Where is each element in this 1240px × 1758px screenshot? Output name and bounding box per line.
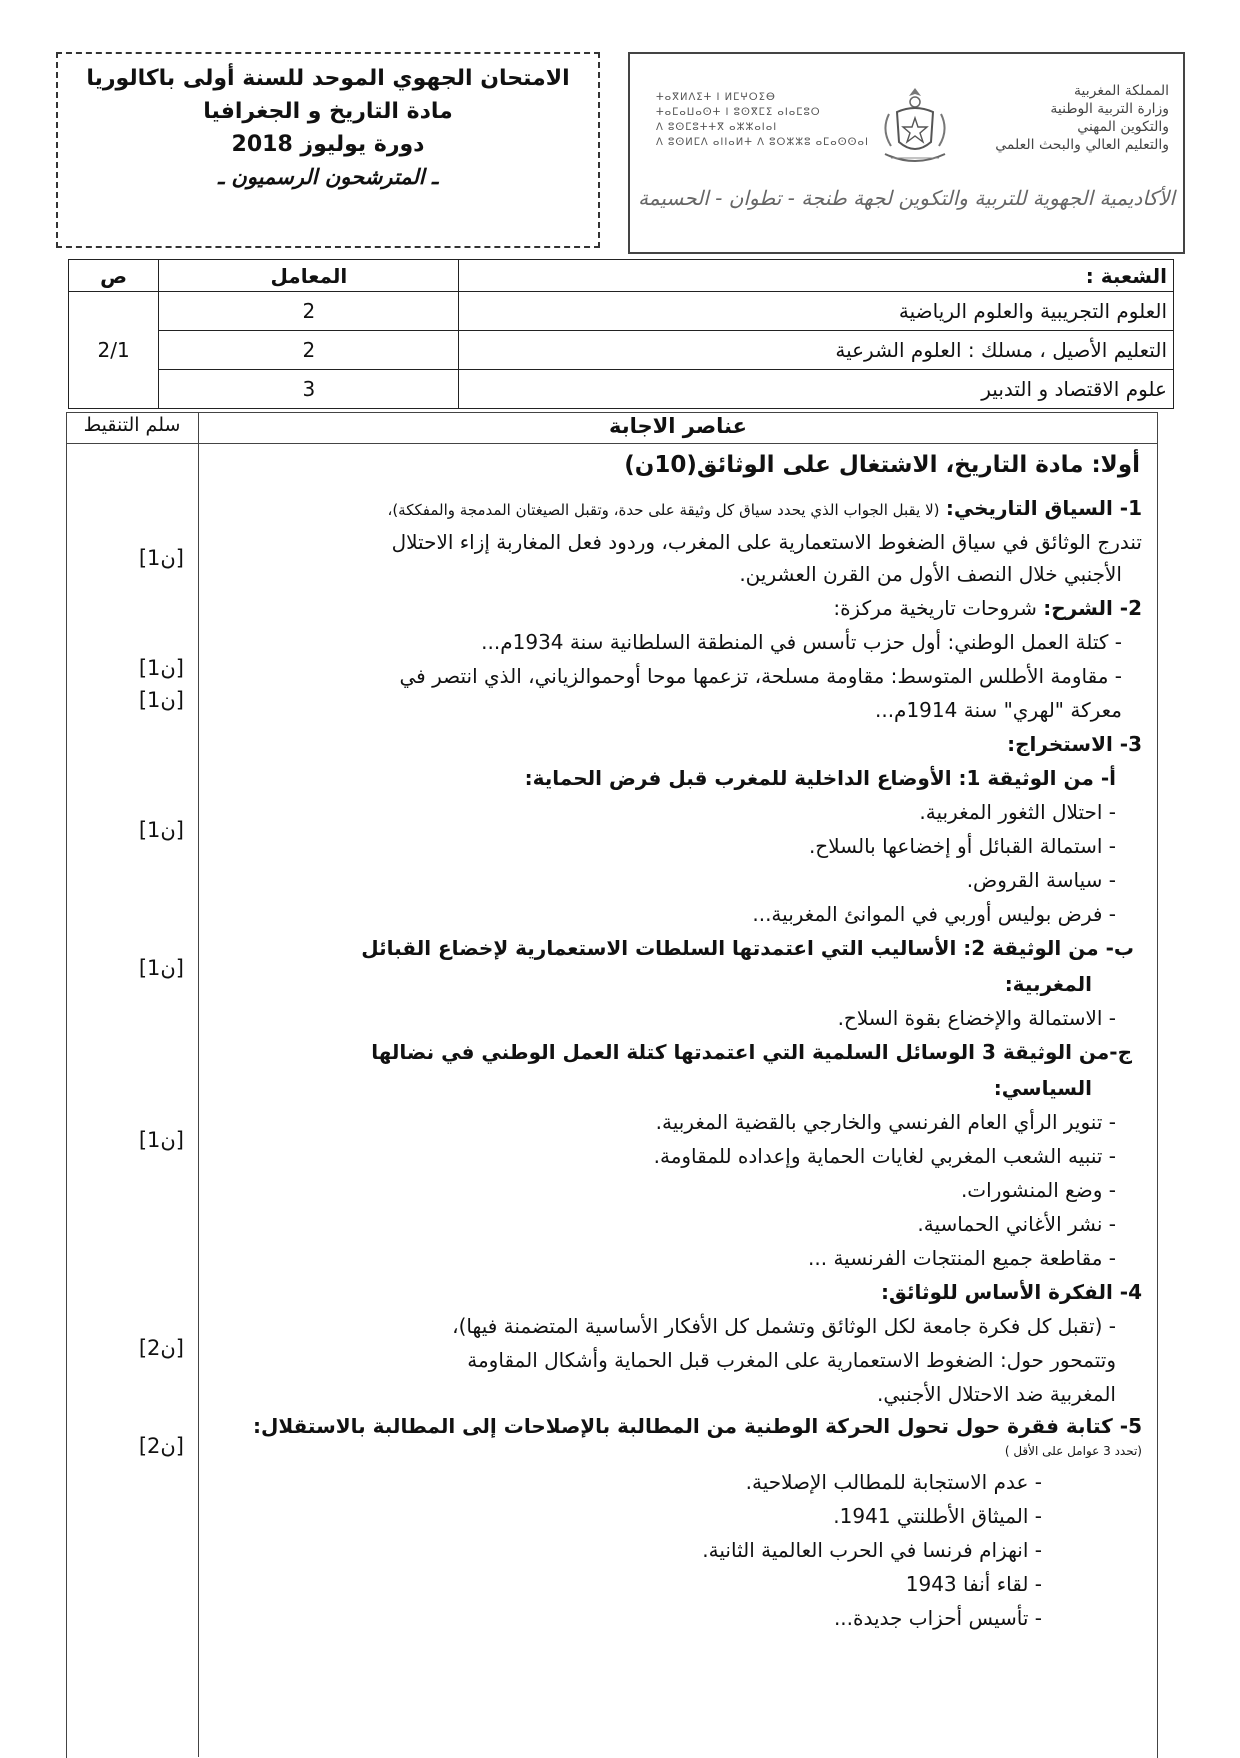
answer-line: تندرج الوثائق في سياق الضغوط الاستعمارية على المغرب، وردود فعل المغاربة إزاء الاحتلال: [391, 530, 1142, 554]
answer-line: المغربية ضد الاحتلال الأجنبي.: [876, 1382, 1116, 1406]
section-title: أولا: مادة التاريخ، الاشتغال على الوثائق(10ن): [624, 452, 1140, 478]
question-1: [387, 496, 1142, 520]
question-3b-label: ب- من الوثيقة 2: الأساليب التي اعتمدتها السلطات الاستعمارية لإخضاع القبائل: [361, 936, 1134, 960]
answer-item: - احتلال الثغور المغربية.: [919, 800, 1116, 824]
answer-item: - مقاطعة جميع المنتجات الفرنسية ...: [808, 1246, 1116, 1270]
score-label: [1ن]: [138, 688, 184, 712]
score-label: [1ن]: [138, 546, 184, 570]
branch-cell: التعليم الأصيل ، مسلك : العلوم الشرعية: [459, 331, 1174, 370]
answer-line: الأجنبي خلال النصف الأول من القرن العشرين.: [739, 562, 1122, 586]
question-5-label: 5- كتابة فقرة حول تحول الحركة الوطنية من المطالبة بالإصلاحات إلى المطالبة بالاستقلال:: [253, 1414, 1142, 1438]
question-2-label: 2- الشرح:: [1043, 596, 1142, 620]
exam-subject: مادة التاريخ و الجغرافيا: [203, 99, 453, 124]
question-1-label: 1- السياق التاريخي:: [945, 496, 1142, 520]
scale-column-header: سلم التنقيط: [83, 414, 181, 436]
exam-candidates: ـ المترشحون الرسميون ـ: [217, 165, 439, 189]
coefficient-cell: 2: [159, 331, 459, 370]
coefficient-cell: 3: [159, 370, 459, 409]
question-3b-label-cont: المغربية:: [1004, 972, 1092, 996]
question-3-label: 3- الاستخراج:: [1007, 732, 1142, 756]
ministry-line: والتكوين المهني: [1077, 119, 1169, 135]
tifinagh-line: ⵜⴰⵎⴰⵡⴰⵙⵜ ⵏ ⵓⵙⴳⵎⵉ ⴰⵏⴰⵎⵓⵔ: [656, 107, 821, 118]
coefficient-cell: 2: [159, 292, 459, 331]
table-header-row: [69, 260, 1174, 292]
score-label: [2ن]: [138, 1336, 184, 1360]
answer-item: - تنبيه الشعب المغربي لغايات الحماية وإعداده للمقاومة.: [653, 1144, 1116, 1168]
score-label: [1ن]: [138, 818, 184, 842]
question-2: [833, 596, 1142, 620]
answer-item: - استمالة القبائل أو إخضاعها بالسلاح.: [808, 834, 1116, 858]
branch-cell: علوم الاقتصاد و التدبير: [459, 370, 1174, 409]
question-2-intro: شروحات تاريخية مركزة:: [833, 596, 1037, 620]
header-coefficient: المعامل: [159, 260, 459, 292]
ministry-name-arabic: [954, 82, 1169, 154]
question-3c-label-cont: السياسي:: [993, 1076, 1092, 1100]
tifinagh-line: ⴷ ⵓⵙⵍⵎⴷ ⴰⵏⵏⴰⵍⵜ ⴷ ⵓⵔⵣⵣⵓ ⴰⵎⴰⵙⵙⴰⵏ: [656, 137, 869, 148]
answer-item: - سياسة القروض.: [966, 868, 1116, 892]
exam-title-box: [56, 52, 600, 248]
exam-session: دورة يوليوز 2018: [231, 132, 425, 157]
answer-line: - (تقبل كل فكرة جامعة لكل الوثائق وتشمل كل الأفكار الأساسية المتضمنة فيها)،: [452, 1314, 1116, 1338]
answer-item: - لقاء أنفا 1943: [905, 1572, 1042, 1596]
score-label: [1ن]: [138, 956, 184, 980]
answer-item: - الاستمالة والإخضاع بقوة السلاح.: [837, 1006, 1116, 1030]
header-divider: [66, 443, 1158, 444]
ministry-logo-box: [628, 52, 1185, 254]
score-label: [1ن]: [138, 1128, 184, 1152]
answer-item: - كتلة العمل الوطني: أول حزب تأسس في المنطقة السلطانية سنة 1934م...: [481, 630, 1122, 654]
question-3a-label: أ- من الوثيقة 1: الأوضاع الداخلية للمغرب قبل فرض الحماية:: [524, 766, 1116, 790]
answer-item: - تأسيس أحزاب جديدة...: [833, 1606, 1042, 1630]
table-row: [69, 331, 1174, 370]
academy-name: الأكاديمية الجهوية للتربية والتكوين لجهة طنجة - تطوان - الحسيمة: [638, 186, 1175, 210]
table-row: [69, 370, 1174, 409]
question-3c-label: ج-من الوثيقة 3 الوسائل السلمية التي اعتمدتها كتلة العمل الوطني في نضالها: [371, 1040, 1132, 1064]
answer-item: - نشر الأغاني الحماسية.: [917, 1212, 1116, 1236]
tifinagh-line: ⵜⴰⴳⵍⴷⵉⵜ ⵏ ⵍⵎⵖⵔⵉⴱ: [656, 92, 776, 103]
answer-item: معركة "لهري" سنة 1914م...: [874, 698, 1122, 722]
answer-item: - مقاومة الأطلس المتوسط: مقاومة مسلحة، تزعمها موحا أوحموالزياني، الذي انتصر في: [399, 664, 1122, 688]
column-divider: [198, 412, 199, 1757]
answers-column-header: عناصر الاجابة: [609, 414, 747, 438]
question-1-note: (لا يقبل الجواب الذي يحدد سياق كل وثيقة على حدة، وتقبل الصيغتان المدمجة والمفككة)،: [387, 501, 940, 519]
table-row: [69, 292, 1174, 331]
answer-item: - تنوير الرأي العام الفرنسي والخارجي بالقضية المغربية.: [655, 1110, 1116, 1134]
branch-cell: العلوم التجريبية والعلوم الرياضية: [459, 292, 1174, 331]
answer-item: - انهزام فرنسا في الحرب العالمية الثانية.: [702, 1538, 1042, 1562]
tifinagh-line: ⴷ ⵓⵙⵎⵓⵜⵜⴳ ⴰⵣⵣⴰⵏⴰⵏ: [656, 122, 778, 133]
header-page: ص: [69, 260, 159, 292]
answer-item: - وضع المنشورات.: [960, 1178, 1116, 1202]
answer-item: - عدم الاستجابة للمطالب الإصلاحية.: [745, 1470, 1042, 1494]
ministry-name-tifinagh: [656, 90, 871, 150]
ministry-line: المملكة المغربية: [1073, 83, 1169, 99]
answer-item: - الميثاق الأطلنتي 1941.: [833, 1504, 1042, 1528]
score-label: [1ن]: [138, 656, 184, 680]
royal-emblem-icon: [875, 84, 955, 170]
answer-item: - فرض بوليس أوربي في الموانئ المغربية...: [752, 902, 1116, 926]
ministry-line: والتعليم العالي والبحث العلمي: [995, 137, 1169, 153]
answer-line: وتتمحور حول: الضغوط الاستعمارية على المغرب قبل الحماية وأشكال المقاومة: [467, 1348, 1116, 1372]
question-4-label: 4- الفكرة الأساس للوثائق:: [880, 1280, 1142, 1304]
branch-coefficient-table: [68, 259, 1174, 409]
exam-title: الامتحان الجهوي الموحد للسنة أولى باكالوريا: [86, 66, 570, 91]
question-5-note: (تحدد 3 عوامل على الأقل ): [1004, 1444, 1142, 1458]
header-branch: الشعبة :: [459, 260, 1174, 292]
score-label: [2ن]: [138, 1434, 184, 1458]
ministry-line: وزارة التربية الوطنية: [1050, 101, 1169, 117]
page-number-cell: 2/1: [69, 292, 159, 409]
